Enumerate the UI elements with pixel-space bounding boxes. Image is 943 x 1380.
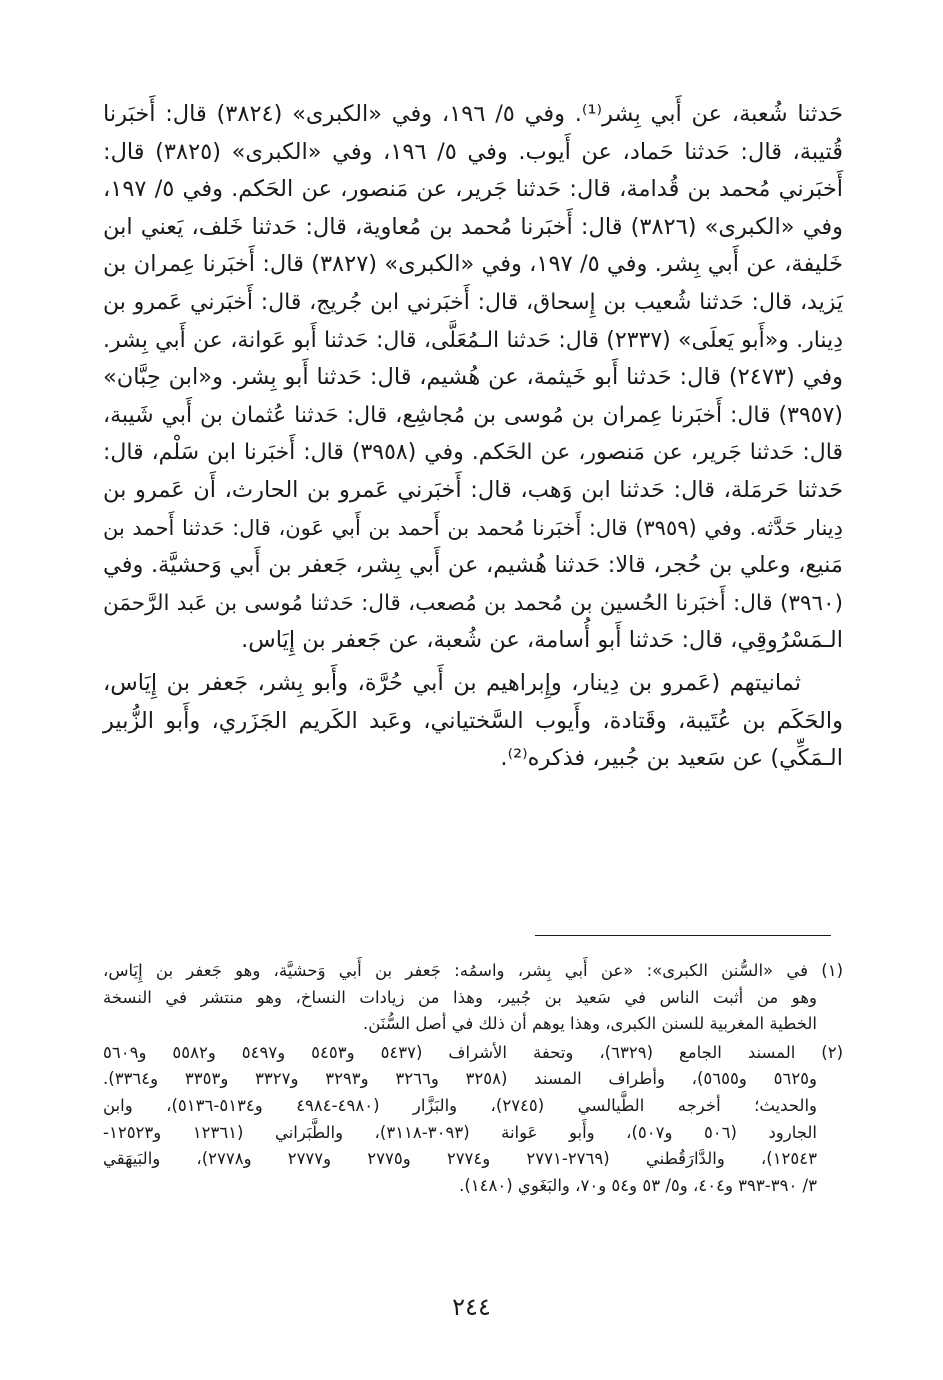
body-line: دِينار حَدَّثه. وفي (٣٩٥٩) قال: أَخبَرنا مُحمد بن أَحمد بن أَبي عَون، قال: حَدثنا أَحمد بن	[103, 515, 843, 540]
body-line: حَدثنا حَرمَلة، قال: حَدثنا ابن وَهب، قال: أَخبَرني عَمرو بن الحارث، أَن عَمرو بن	[103, 476, 843, 503]
summary-line: الـمَكِّي) عن سَعيد بن جُبير، فذكره⁽²⁾.	[500, 745, 843, 772]
body-line: وفي (٢٤٧٣) قال: حَدثنا أَبو خَيثمة، عن هُشيم، قال: حَدثنا أَبو بِشر. و«ابن حِبَّان»	[103, 364, 843, 391]
body-line: قُتيبة، قال: حَدثنا حَماد، عن أَيوب. وفي ٥/ ١٩٦، وفي «الكبرى» (٣٨٢٥) قال:	[103, 138, 843, 165]
footnote-2-line: والحديث؛ أخرجه الطَّيالسي (٢٧٤٥)، والبَزَّار (٤٩٨٠-٤٩٨٤ و٥١٣٤-٥١٣٦)، وابن	[103, 1095, 818, 1115]
footnote-separator	[535, 935, 831, 936]
main-text	[103, 96, 843, 778]
footnote-1-line: وهو من أثبت الناس في سَعيد بن جُبير، وهذا من زيادات النساخ، وهو منتشر في النسخة	[103, 987, 817, 1007]
body-line: يَزيد، قال: حَدثنا شُعيب بن إِسحاق، قال: أَخبَرني ابن جُريج، قال: أَخبَرني عَمرو بن	[103, 289, 843, 315]
body-line: وفي «الكبرى» (٣٨٢٦) قال: أَخبَرنا مُحمد بن مُعاوية، قال: حَدثنا خَلف، يَعني ابن	[103, 213, 843, 240]
body-line: الـمَسْرُوقِي، قال: حَدثنا أَبو أُسامة، عن شُعبة، عن جَعفر بن إِيَاس.	[241, 627, 843, 654]
summary-line: ثمانيتهم (عَمرو بن دِينار، وإِبراهيم بن أَبي حُرَّة، وأَبو بِشر، جَعفر بن إِيَاس،	[103, 669, 801, 696]
body-line: مَنيع، وعلي بن حُجر، قالا: حَدثنا هُشيم، عن أَبي بِشر، جَعفر بن أَبي وَحشيَّة. وفي	[103, 552, 843, 579]
summary-line: والحَكَم بن عُتَيبة، وقَتادة، وأَيوب السَّختياني، وعَبد الكَريم الجَزَري، وأَبو الزُّبير	[103, 707, 843, 734]
footnotes	[103, 958, 843, 1199]
body-line: دِينار. و«أَبو يَعلَى» (٢٣٣٧) قال: حَدثنا الـمُعَلَّى، قال: حَدثنا أَبو عَوانة، عن أَبي بِشر.	[103, 327, 843, 353]
body-line: خَليفة، عن أَبي بِشر. وفي ٥/ ١٩٧، وفي «الكبرى» (٣٨٢٧) قال: أَخبَرنا عِمران بن	[103, 251, 844, 278]
footnote-2-line: (٢) المسند الجامع (٦٣٢٩)، وتحفة الأشراف (٥٤٣٧ و٥٤٥٣ و٥٤٩٧ و٥٥٨٢ و٥٦٠٩	[103, 1042, 844, 1062]
body-line: قال: حَدثنا جَرير، عن مَنصور، عن الحَكم. وفي (٣٩٥٨) قال: أَخبَرنا ابن سَلْم، قال:	[103, 440, 843, 466]
page-number: ٢٤٤	[452, 1293, 491, 1321]
body-line: (٣٩٥٧) قال: أَخبَرنا عِمران بن مُوسى بن مُجاشِع، قال: حَدثنا عُثمان بن أَبي شَيبة،	[103, 402, 843, 428]
footnote-1-line: الخطية المغربية للسنن الكبرى، وهذا يوهم أن ذلك في أصل السُّنَن.	[362, 1014, 817, 1034]
body-line: أَخبَرني مُحمد بن قُدامة، قال: حَدثنا جَرير، عن مَنصور، عن الحَكم. وفي ٥/ ١٩٧،	[103, 176, 843, 203]
footnote-2-line: ٣/ ٣٩٠-٣٩٣ و٤٠٤، و٥/ ٥٣ و٥٤ و٧٠، والبَغَوي (١٤٨٠).	[459, 1175, 817, 1195]
footnote-2-line: الجارود (٥٠٦ و٥٠٧)، وأَبو عَوانة (٣٠٩٣-٣١١٨)، والطَّبَراني (١٢٣٦١ و١٢٥٢٣-	[103, 1122, 818, 1142]
footnote-2-line: و٥٦٢٥ و٥٦٥٥)، وأطراف المسند (٣٢٥٨ و٣٢٦٦ و٣٢٩٣ و٣٣٢٧ و٣٣٥٣ و٣٣٦٤).	[103, 1069, 818, 1089]
footnote-1-line: (١) في «السُّنن الكبرى»: «عن أَبي بِشر، واسمُه: جَعفر بن أَبي وَحشيَّة، وهو جَعفر بن إِيَاس،	[103, 961, 843, 980]
footnote-2-line: ١٢٥٤٣)، والدَّارَقُطني (٢٧٦٩-٢٧٧١ و٢٧٧٤ و٢٧٧٥ و٢٧٧٧ و٢٧٧٨)، والبَيهَقي	[103, 1149, 817, 1169]
body-line: حَدثنا شُعبة، عن أَبي بِشر⁽¹⁾. وفي ٥/ ١٩٦، وفي «الكبرى» (٣٨٢٤) قال: أَخبَرنا	[103, 101, 844, 127]
body-line: (٣٩٦٠) قال: أَخبَرنا الحُسين بن مُحمد بن مُصعب، قال: حَدثنا مُوسى بن عَبد الرَّحمَن	[103, 590, 843, 616]
